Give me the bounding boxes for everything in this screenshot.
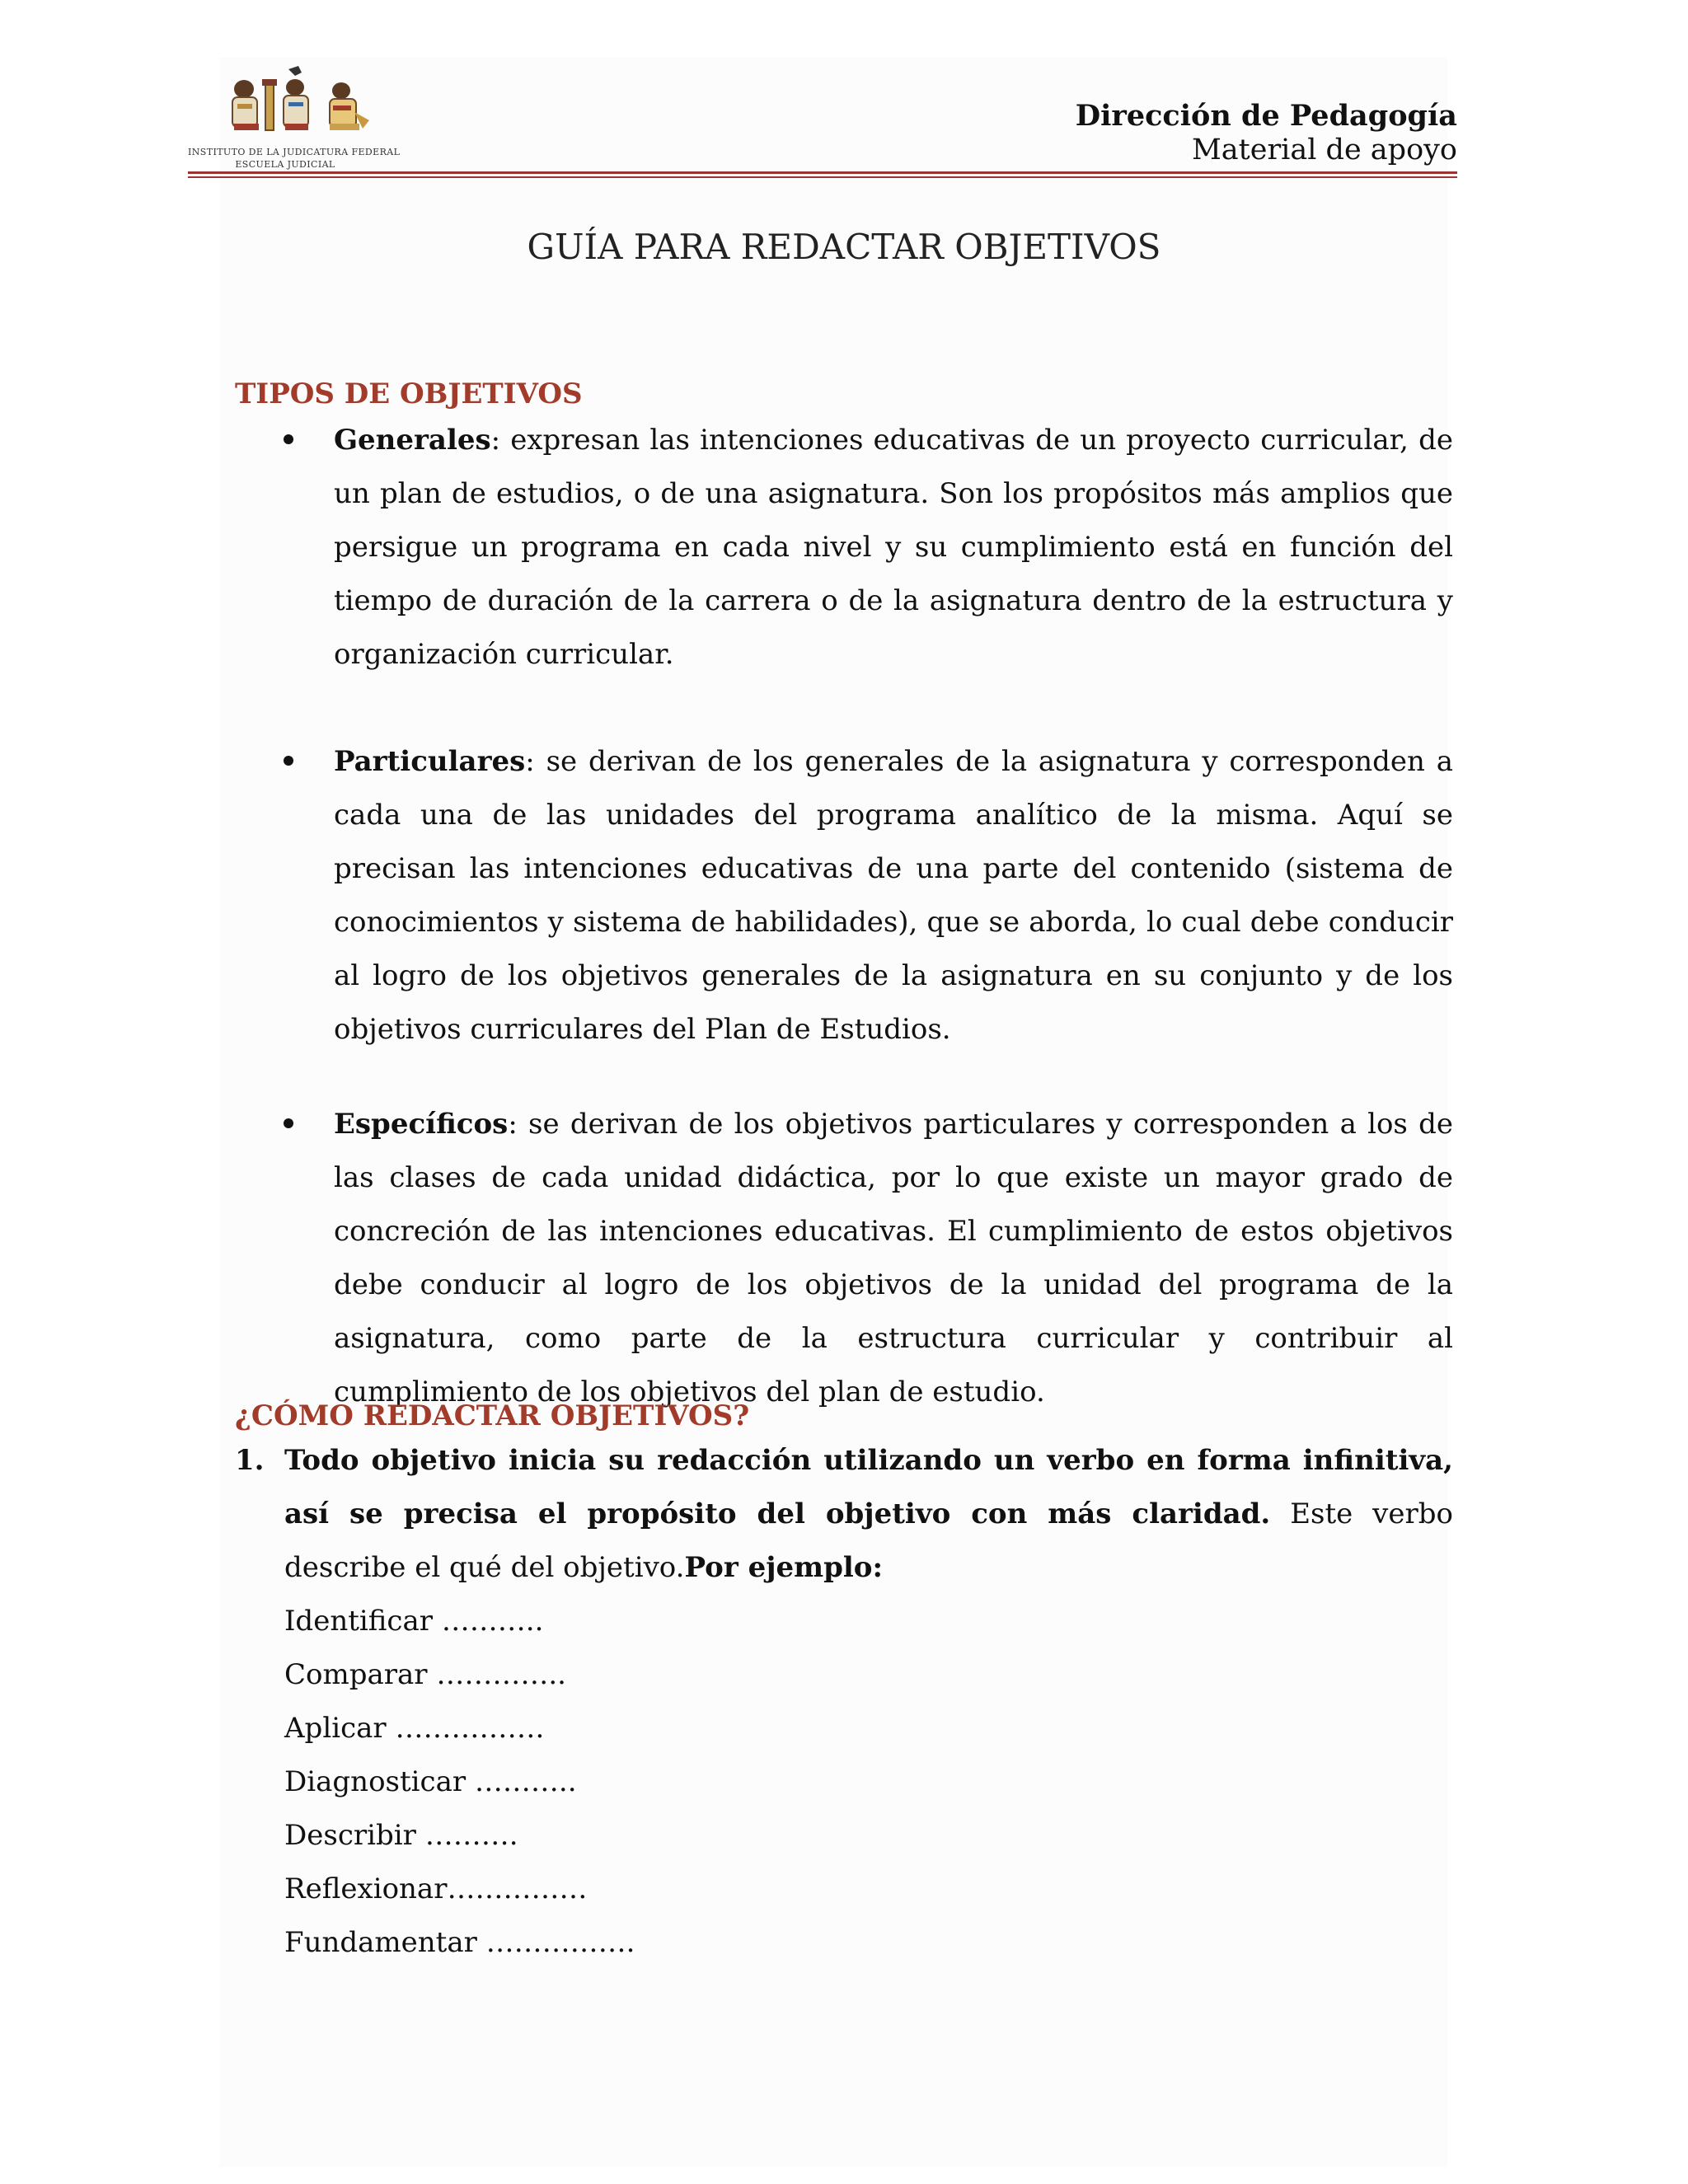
verb-example: Fundamentar ……………. (284, 1926, 635, 1959)
list-item-text (334, 1098, 1453, 1419)
example-label: Por ejemplo: (684, 1551, 884, 1584)
bullet-icon (284, 756, 293, 766)
verb-example: Describir ………. (284, 1819, 518, 1852)
instruction-bold: Todo objetivo inicia su redacción utilizando un verbo en forma infinitiva, así se precisa el propósito del objetivo con más claridad. (284, 1444, 1453, 1530)
numbered-item-text (284, 1434, 1453, 1595)
verb-example: Aplicar ……………. (284, 1712, 545, 1745)
page-header (188, 58, 1457, 181)
header-rule (188, 171, 1457, 174)
header-subtitle: Material de apoyo (1191, 134, 1457, 166)
verb-example: Comparar ………….. (284, 1658, 566, 1691)
term-description: : se derivan de los generales de la asignatura y corresponden a cada una de las unidades del programa analítico de la misma. Aquí se precisan las intenciones educativas de una parte del contenido (sistema de conocimientos y sistema de habilidades), que se aborda, lo cual debe conducir al logro de los objetivos generales de la asignatura en su conjunto y de los objetivos curriculares del Plan de Estudios. (334, 745, 1453, 1046)
list-item-especificos (235, 1098, 1453, 1419)
item-number: 1. (235, 1444, 265, 1477)
verb-examples-list (284, 1595, 1453, 1970)
header-rule-thin (188, 176, 1457, 178)
term-label: Particulares (334, 745, 526, 778)
logo-school-name: ESCUELA JUDICIAL (235, 159, 335, 170)
bullet-icon (284, 1118, 293, 1128)
term-label: Específicos (334, 1108, 509, 1141)
list-item-text (334, 414, 1453, 682)
header-title: Dirección de Pedagogía (1075, 99, 1457, 133)
term-description: : expresan las intenciones educativas de un proyecto curricular, de un plan de estudios, o de una asignatura. Son los propósitos más amplios que persigue un programa en cada nivel y su cumplimiento está en función del tiempo de duración de la carrera o de la asignatura dentro de la estructura y organización curricular. (334, 424, 1453, 671)
verb-example: Reflexionar…………… (284, 1872, 588, 1905)
term-label: Generales (334, 424, 491, 457)
list-item-generales (235, 414, 1453, 682)
objective-types-list (235, 414, 1453, 1473)
section-heading-tipos: TIPOS DE OBJETIVOS (235, 377, 583, 410)
term-description: : se derivan de los objetivos particulares y corresponden a los de las clases de cada unidad didáctica, por lo que existe un mayor grado de concreción de las intenciones educativas. El cumplimiento de estos objetivos debe conducir al logro de los objetivos de la unidad del programa de la asignatura, como parte de la estructura curricular y contribuir al cumplimiento de los objetivos del plan de estudio. (334, 1108, 1453, 1408)
numbered-item-1 (235, 1434, 1453, 1970)
verb-example: Diagnosticar ……….. (284, 1765, 577, 1798)
codex-figures-icon (209, 63, 374, 141)
list-item-text (334, 735, 1453, 1057)
list-item-particulares (235, 735, 1453, 1057)
verb-example: Identificar ……….. (284, 1605, 544, 1638)
bullet-icon (284, 434, 293, 444)
document-title: GUÍA PARA REDACTAR OBJETIVOS (527, 227, 1161, 267)
institution-logo (188, 63, 401, 178)
section-heading-como: ¿CÓMO REDACTAR OBJETIVOS? (235, 1399, 750, 1432)
instruction-text: Este verbo describe el qué del objetivo. (284, 1497, 1454, 1584)
logo-institution-name: INSTITUTO DE LA JUDICATURA FEDERAL (188, 147, 401, 157)
